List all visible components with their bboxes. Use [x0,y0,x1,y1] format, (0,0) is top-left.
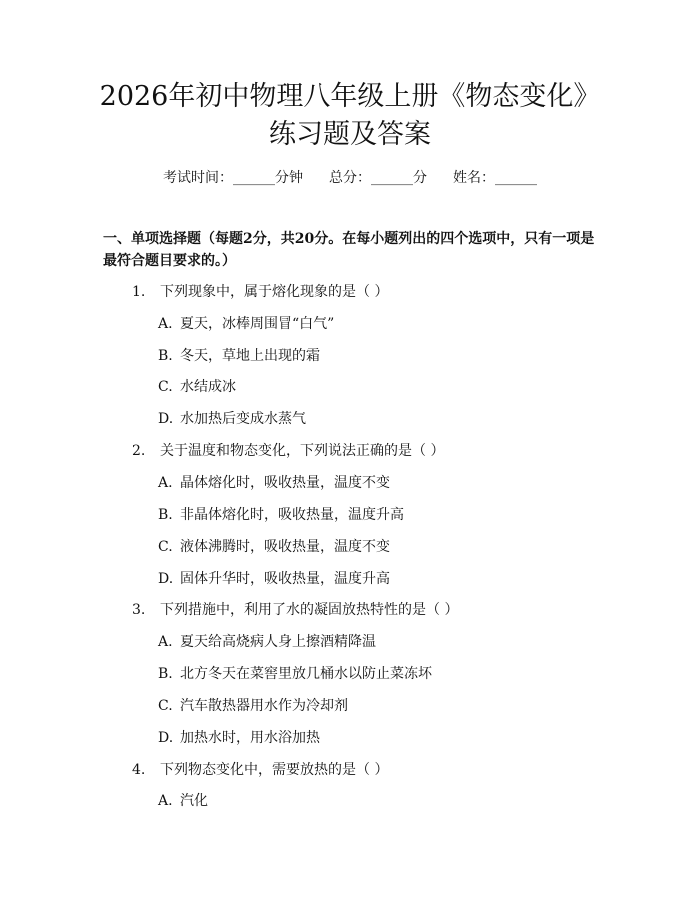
question-2-option-d [158,569,390,589]
question-2-option-a [158,473,390,493]
option-text: 汽化 [180,793,208,809]
option-text: 冬天，草地上出现的霜 [180,348,320,364]
option-text: 汽车散热器用水作为冷却剂 [180,698,348,714]
option-text: 水结成冰 [180,379,236,395]
question-2 [132,441,444,461]
question-3 [132,600,458,620]
option-letter: A. [158,316,173,332]
question-3-option-b [158,664,432,684]
option-text: 固体升华时，吸收热量，温度升高 [180,571,390,587]
option-letter: B. [158,348,173,364]
option-letter: A. [158,793,173,809]
question-2-option-b [158,505,404,525]
option-text: 加热水时，用水浴加热 [180,730,320,746]
option-letter: A. [158,634,173,650]
option-letter: D. [158,730,174,746]
question-1-option-a [158,314,334,334]
option-letter: C. [158,698,173,714]
option-text: 北方冬天在菜窖里放几桶水以防止菜冻坏 [180,666,432,682]
option-text: 晶体熔化时，吸收热量，温度不变 [180,475,390,491]
question-number: 4. [132,762,146,778]
question-3-option-c [158,696,348,716]
document-title: 2026年初中物理八年级上册《物态变化》练习题及答案 [99,81,601,150]
question-4 [132,760,388,780]
question-number: 3. [132,602,146,618]
option-letter: B. [158,507,173,523]
question-3-option-a [158,632,376,652]
question-3-option-d [158,728,320,748]
option-text: 非晶体熔化时，吸收热量，温度升高 [180,507,404,523]
option-letter: D. [158,571,174,587]
question-1-option-b [158,346,320,366]
question-text: 下列措施中，利用了水的凝固放热特性的是（ ） [160,602,459,618]
exam-time-label: 考试时间：______分钟 [163,170,303,186]
question-4-option-a [158,791,208,811]
question-1-option-c [158,377,236,397]
option-letter: B. [158,666,173,682]
section-heading: 一、单项选择题（每题2分，共20分。在每小题列出的四个选项中，只有一项是最符合题目要求的。） [103,231,595,269]
option-letter: C. [158,379,173,395]
question-number: 2. [132,443,146,459]
option-letter: D. [158,411,174,427]
question-text: 下列物态变化中，需要放热的是（ ） [160,762,389,778]
question-1-option-d [158,409,306,429]
student-name-label: 姓名：______ [453,170,537,186]
option-text: 水加热后变成水蒸气 [180,411,306,427]
option-letter: C. [158,539,173,555]
option-text: 夏天，冰棒周围冒“白气” [180,316,335,332]
question-number: 1. [132,284,146,300]
option-text: 夏天给高烧病人身上擦酒精降温 [180,634,376,650]
question-1 [132,282,388,302]
question-2-option-c [158,537,390,557]
question-text: 下列现象中，属于熔化现象的是（ ） [160,284,389,300]
option-text: 液体沸腾时，吸收热量，温度不变 [180,539,390,555]
exam-meta [0,168,700,188]
total-score-label: 总分：______分 [329,170,427,186]
question-text: 关于温度和物态变化，下列说法正确的是（ ） [160,443,445,459]
option-letter: A. [158,475,173,491]
